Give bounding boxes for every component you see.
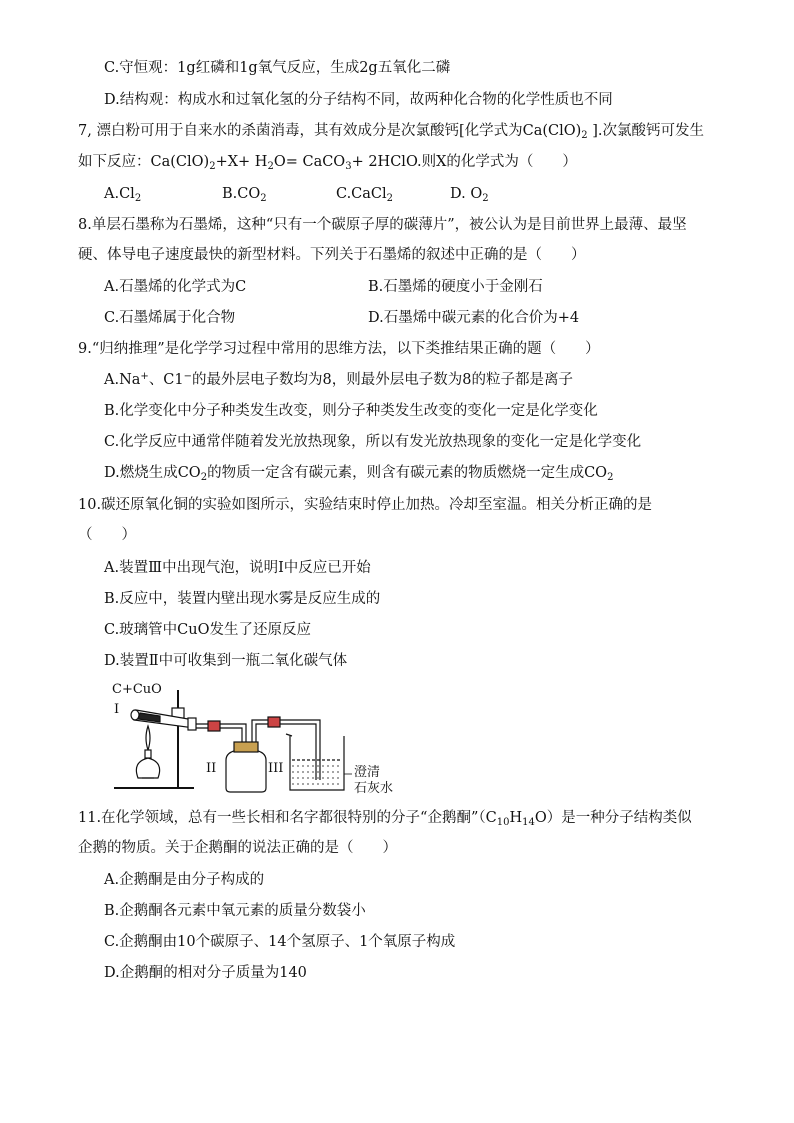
q10-stem-line2: （ ） — [78, 527, 136, 543]
q9-option-d: D.燃烧生成$CO_2$的物质一定含有碳元素，则含有碳元素的物质燃烧一定生成$CO_2$ — [104, 465, 614, 483]
q10-option-c: C.玻璃管中CuO发生了还原反应 — [104, 622, 312, 638]
q11-option-d: D.企鹅酮的相对分子质量为140 — [104, 965, 307, 981]
q8-stem-line2: 硬、体导电子速度最快的新型材料。下列关于石墨烯的叙述中正确的是（ ） — [78, 247, 586, 263]
q10-option-d: D.装置Ⅱ中可收集到一瓶二氧化碳气体 — [104, 653, 348, 669]
q11-option-b: B.企鹅酮各元素中氧元素的质量分数袋小 — [104, 903, 366, 919]
q7-stem-line1: 7, 漂白粉可用于自来水的杀菌消毒，其有效成分是次氯酸钙[化学式为$Ca(ClO)_2$ ].次氯酸钙可发生 — [78, 123, 705, 141]
q8-option-c: C.石墨烯属于化合物 — [104, 310, 236, 326]
q9-option-b: B.化学变化中分子种类发生改变，则分子种类发生改变的变化一定是化学变化 — [104, 403, 598, 419]
label-limewater-line1: 澄清 — [354, 765, 381, 780]
label-device-i: I — [114, 702, 120, 717]
q9-option-c: C.化学反应中通常伴随着发光放热现象，所以有发光放热现象的变化一定是化学变化 — [104, 434, 642, 450]
label-limewater-line2: 石灰水 — [354, 781, 394, 796]
q11-stem-line1: 11.在化学领域，总有一些长相和名字都很特别的分子“企鹅酮$”(C_{10}H_{14}O)$是一种分子结构类似 — [78, 810, 692, 828]
q10-option-a: A.装置Ⅲ中出现气泡，说明Ⅰ中反应已开始 — [104, 560, 371, 576]
q7-stem-line2: 如下反应：$Ca(ClO)_2+X+ H_2O=$ CaCO$_3$+ 2HClO.则X的化学式为（ ） — [78, 154, 577, 172]
q8-option-d: D.石墨烯中碳元素的化合价为+4 — [368, 310, 580, 326]
q7-option-c: C.CaCl$_2$ — [336, 186, 394, 204]
q9-stem: 9.“归纳推理”是化学学习过程中常用的思维方法，以下类推结果正确的题（ ） — [78, 341, 600, 357]
q11-stem-line2: 企鹅的物质。关于企鹅酮的说法正确的是（ ） — [78, 840, 397, 856]
label-device-iii: III — [268, 761, 284, 776]
q9-option-a: A.Na+、C1−的最外层电子数均为8，则最外层电子数为8的粒子都是离子 — [104, 371, 573, 388]
label-device-ii: II — [206, 761, 217, 776]
q8-option-a: A.石墨烯的化学式为C — [104, 279, 247, 295]
q10-apparatus-figure — [108, 680, 408, 796]
q11-option-a: A.企鹅酮是由分子构成的 — [104, 872, 265, 888]
q7-option-d: D. $O_2$ — [450, 186, 489, 204]
q6-option-d: D.结构观：构成水和过氧化氢的分子结构不同，故两种化合物的化学性质也不同 — [104, 92, 613, 108]
label-reagent: C+CuO — [112, 682, 162, 697]
q8-option-b: B.石墨烯的硬度小于金刚石 — [368, 279, 543, 295]
q7-option-a: $A.Cl_2$ — [104, 186, 142, 204]
q8-stem-line1: 8.单层石墨称为石墨烯，这种“只有一个碳原子厚的碳薄片”，被公认为是目前世界上最薄、最坚 — [78, 217, 687, 233]
q6-option-c: C.守恒观：1g红磷和1g氧气反应，生成2g五氧化二磷 — [104, 60, 451, 76]
q10-stem-line1: 10.碳还原氧化铜的实验如图所示，实验结束时停止加热。冷却至室温。相关分析正确的是 — [78, 497, 653, 513]
q11-option-c: C.企鹅酮由10个碳原子、14个氢原子、1个氧原子构成 — [104, 934, 456, 950]
q10-option-b: B.反应中，装置内壁出现水雾是反应生成的 — [104, 591, 381, 607]
q7-option-b: $B.CO_2$ — [222, 186, 267, 204]
